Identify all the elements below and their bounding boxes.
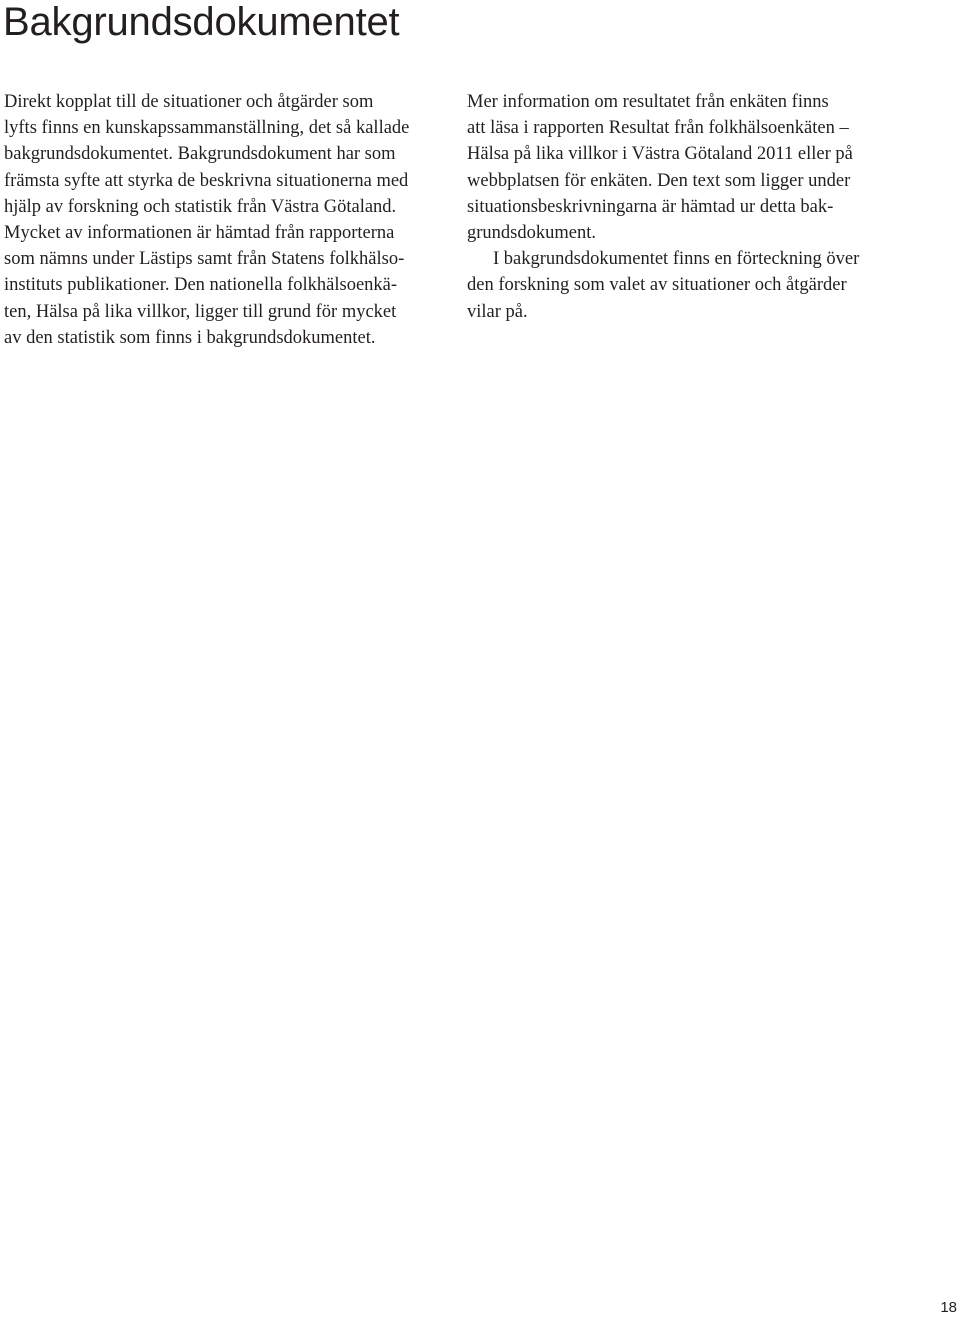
- text-line: av den statistik som finns i bakgrundsdokumentet.: [4, 327, 376, 348]
- text-line: Mer information om resultatet från enkäten finns: [467, 92, 829, 112]
- text-line: Hälsa på lika villkor i Västra Götaland 2011 eller på: [467, 144, 853, 165]
- body-paragraph: [4, 89, 434, 351]
- text-line: Direkt kopplat till de situationer och åtgärder som: [4, 92, 374, 112]
- right-column: [467, 89, 897, 325]
- text-line: situationsbeskrivningarna är hämtad ur detta bak-: [467, 196, 834, 217]
- body-paragraph: [467, 246, 897, 325]
- text-line: webbplatsen för enkäten. Den text som ligger under: [467, 170, 851, 191]
- text-line: grundsdokument.: [467, 223, 596, 244]
- body-paragraph: [467, 89, 897, 246]
- page-title: Bakgrundsdokumentet: [3, 0, 400, 44]
- text-line: bakgrundsdokumentet. Bakgrundsdokument har som: [4, 144, 396, 165]
- text-line: lyfts finns en kunskapssammanställning, det så kallade: [4, 118, 410, 139]
- text-line: den forskning som valet av situationer och åtgärder: [467, 275, 847, 296]
- text-line: I bakgrundsdokumentet finns en förteckning över: [493, 249, 860, 270]
- text-line: ten, Hälsa på lika villkor, ligger till grund för mycket: [4, 301, 397, 322]
- page-number: 18: [940, 1299, 957, 1316]
- text-line: att läsa i rapporten Resultat från folkhälsoenkäten –: [467, 118, 849, 139]
- text-line: främsta syfte att styrka de beskrivna situationerna med: [4, 170, 409, 191]
- left-column: [4, 89, 434, 351]
- text-line: som nämns under Lästips samt från Statens folkhälso-: [4, 249, 405, 270]
- text-line: Mycket av informationen är hämtad från rapporterna: [4, 223, 395, 244]
- text-line: instituts publikationer. Den nationella folkhälsoenkä-: [4, 275, 398, 296]
- text-line: hjälp av forskning och statistik från Västra Götaland.: [4, 196, 397, 217]
- text-line: vilar på.: [467, 301, 528, 322]
